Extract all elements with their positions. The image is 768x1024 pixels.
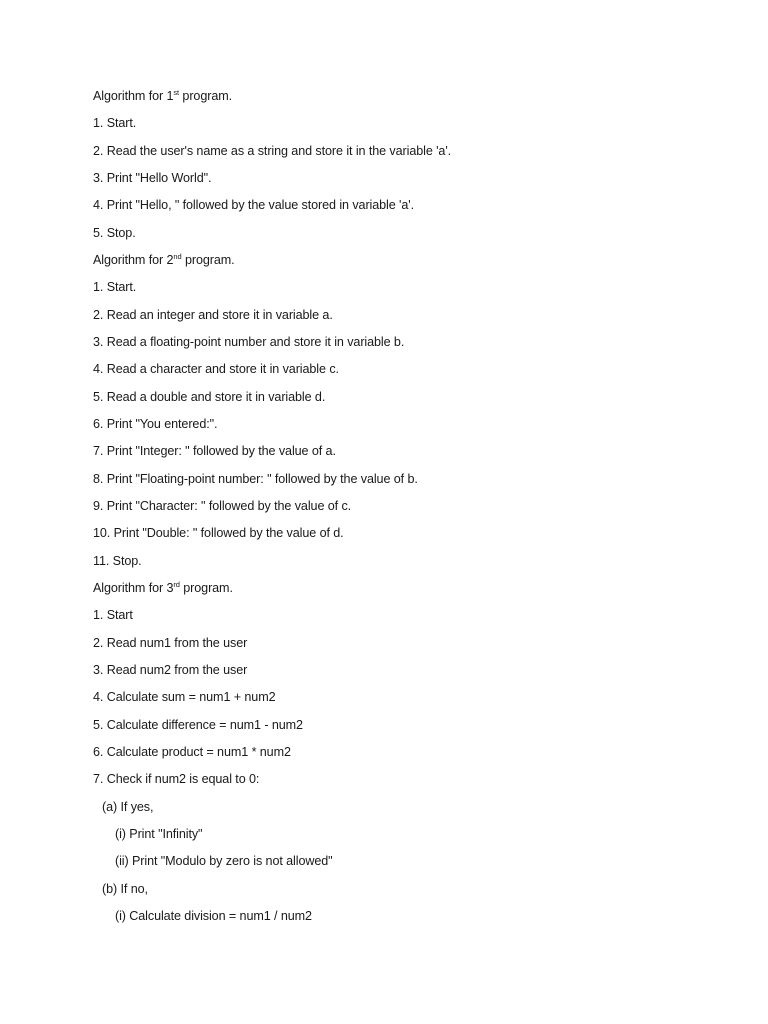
section-3-step: 7. Check if num2 is equal to 0:	[93, 772, 260, 787]
section-1-heading-suffix: program.	[179, 89, 233, 103]
section-3-substep: (b) If no,	[102, 881, 148, 896]
section-3-step: 4. Calculate sum = num1 + num2	[93, 690, 276, 705]
document-page	[93, 83, 728, 930]
section-3-heading-ordinal: rd	[173, 579, 180, 589]
section-2-step: 6. Print "You entered:".	[93, 416, 218, 431]
section-2-step: 10. Print "Double: " followed by the value of d.	[93, 526, 344, 541]
section-2-step: 9. Print "Character: " followed by the value of c.	[93, 498, 352, 513]
section-3-heading-suffix: program.	[179, 580, 233, 595]
section-3-subsubstep: (ii) Print "Modulo by zero is not allowed"	[115, 854, 333, 869]
section-2-step: 8. Print "Floating-point number: " followed by the value of b.	[93, 471, 418, 486]
section-2-heading-ordinal: nd	[173, 251, 182, 261]
section-3-step: 1. Start	[93, 608, 133, 623]
section-1-step: 1. Start.	[93, 116, 137, 131]
section-3-subsubstep: (i) Calculate division = num1 / num2	[115, 908, 312, 923]
section-2-step: 7. Print "Integer: " followed by the value of a.	[93, 444, 336, 459]
section-3-heading	[93, 575, 728, 602]
section-1-heading-prefix: Algorithm for 1	[93, 89, 174, 103]
section-2-heading-prefix: Algorithm for 2	[93, 252, 174, 267]
section-2-step: 5. Read a double and store it in variable d.	[93, 389, 326, 404]
section-3-heading-prefix: Algorithm for 3	[93, 580, 174, 595]
section-3-step: 2. Read num1 from the user	[93, 635, 248, 650]
section-3-step: 6. Calculate product = num1 * num2	[93, 744, 291, 759]
section-2-step: 1. Start.	[93, 280, 137, 295]
section-2-heading-suffix: program.	[181, 252, 235, 267]
section-3-substep: (a) If yes,	[102, 799, 154, 814]
section-1-step: 3. Print "Hello World".	[93, 170, 212, 185]
section-3-step: 5. Calculate difference = num1 - num2	[93, 717, 303, 732]
section-2-heading	[93, 247, 728, 274]
section-1-step: 4. Print "Hello, " followed by the value stored in variable 'a'.	[93, 198, 414, 213]
section-2-step: 2. Read an integer and store it in variable a.	[93, 307, 333, 322]
section-3-step: 3. Read num2 from the user	[93, 662, 248, 677]
section-1-step: 2. Read the user's name as a string and store it in the variable 'a'.	[93, 143, 452, 158]
section-1-step: 5. Stop.	[93, 225, 136, 240]
section-2-step: 11. Stop.	[93, 553, 142, 568]
section-2-step: 4. Read a character and store it in variable c.	[93, 362, 339, 377]
section-1-heading	[93, 83, 728, 110]
section-1-heading-ordinal: st	[173, 88, 180, 97]
section-2-step: 3. Read a floating-point number and store it in variable b.	[93, 334, 405, 349]
section-3-subsubstep: (i) Print "Infinity"	[115, 826, 203, 841]
